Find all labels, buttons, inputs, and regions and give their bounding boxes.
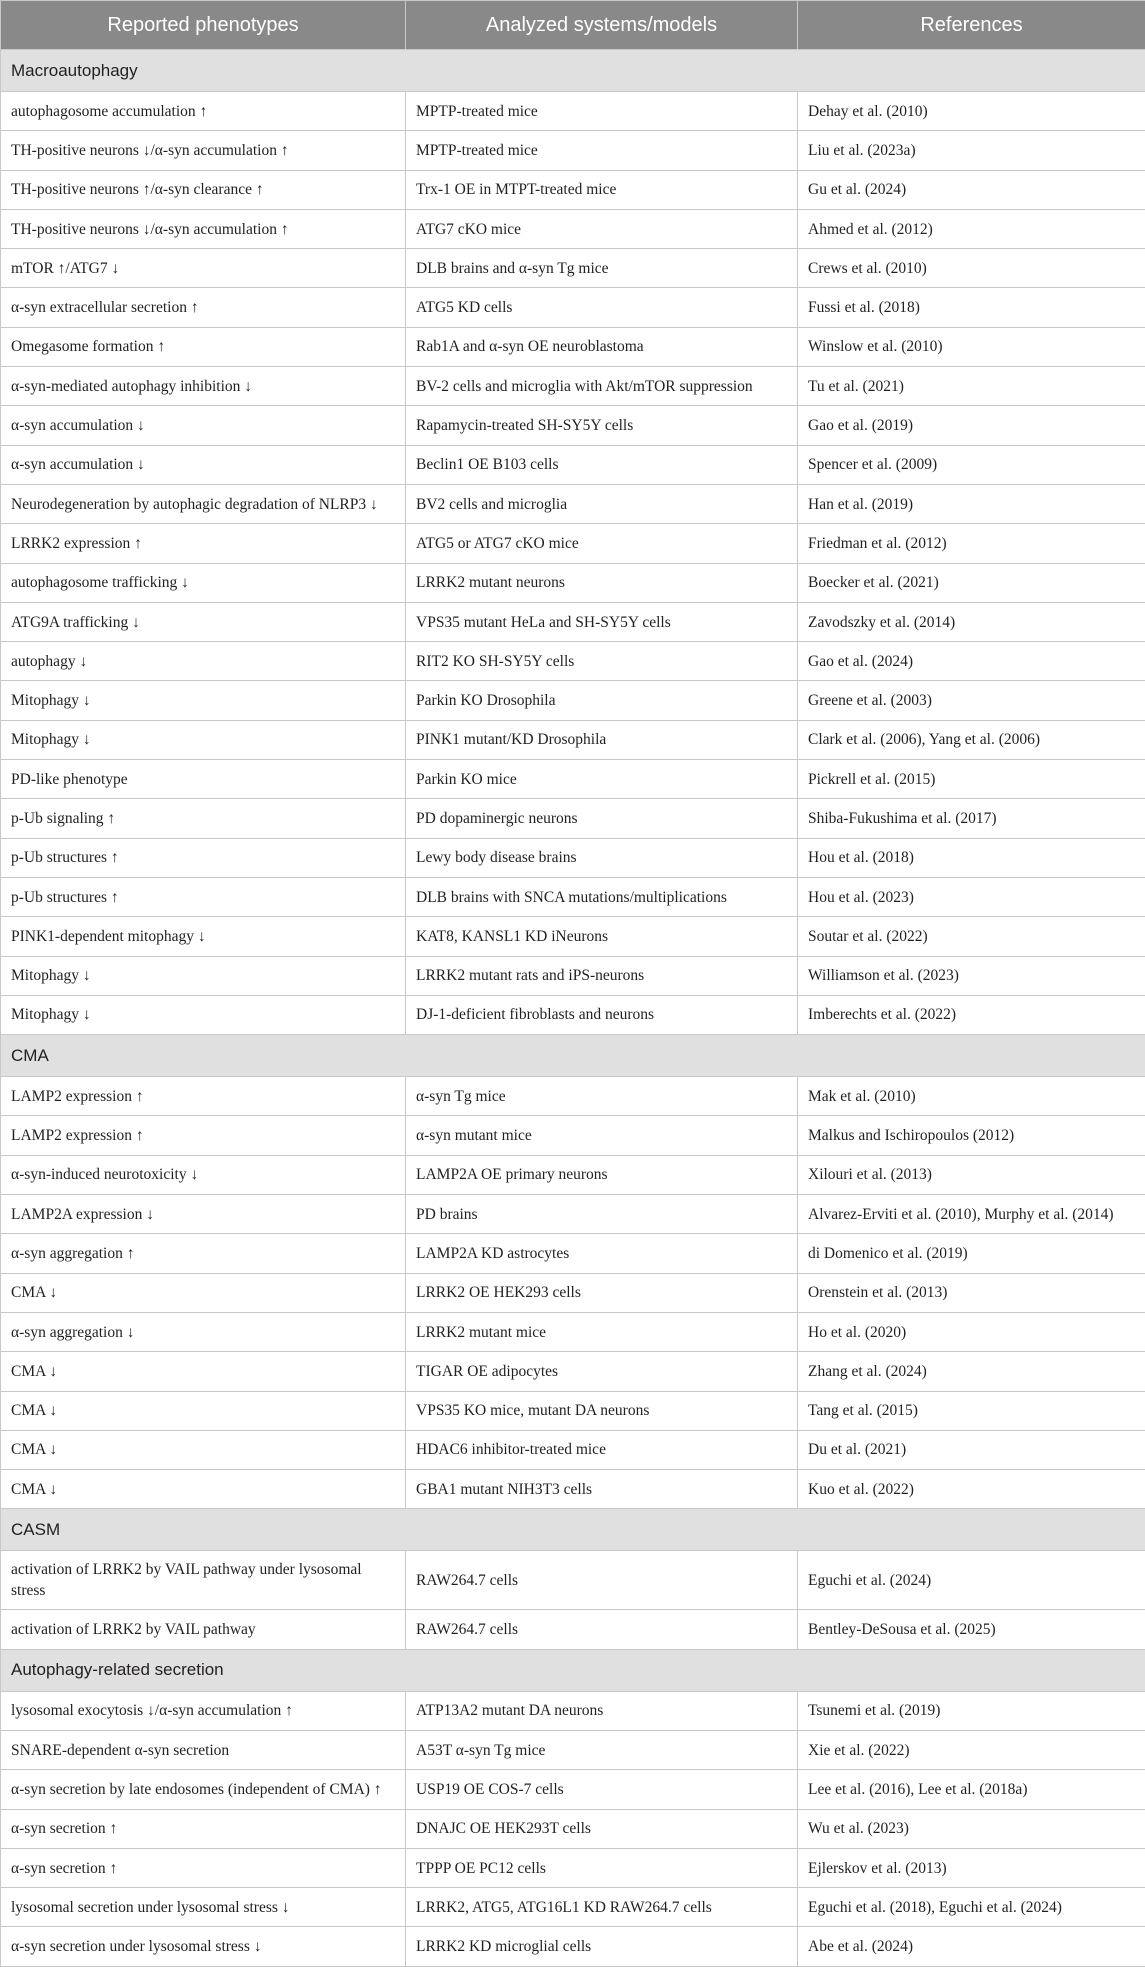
phenotype-cell: LAMP2 expression ↑	[1, 1116, 406, 1155]
table-row	[1, 445, 1145, 484]
phenotype-cell: CMA ↓	[1, 1391, 406, 1430]
phenotype-cell: Mitophagy ↓	[1, 681, 406, 720]
system-model-cell: BV-2 cells and microglia with Akt/mTOR suppression	[406, 367, 798, 406]
table-row	[1, 1195, 1145, 1234]
section-title: Autophagy-related secretion	[1, 1649, 1145, 1691]
table-row	[1, 1273, 1145, 1312]
reference-cell: Ahmed et al. (2012)	[798, 209, 1145, 248]
reference-cell: Hou et al. (2018)	[798, 838, 1145, 877]
system-model-cell: LRRK2, ATG5, ATG16L1 KD RAW264.7 cells	[406, 1888, 798, 1927]
phenotype-cell: CMA ↓	[1, 1430, 406, 1469]
system-model-cell: VPS35 KO mice, mutant DA neurons	[406, 1391, 798, 1430]
system-model-cell: A53T α-syn Tg mice	[406, 1730, 798, 1769]
system-model-cell: TPPP OE PC12 cells	[406, 1848, 798, 1887]
table-row	[1, 1691, 1145, 1730]
phenotype-cell: α-syn accumulation ↓	[1, 445, 406, 484]
phenotype-cell: TH-positive neurons ↓/α-syn accumulation ↑	[1, 131, 406, 170]
phenotype-cell: p-Ub structures ↑	[1, 838, 406, 877]
reference-cell: Soutar et al. (2022)	[798, 917, 1145, 956]
system-model-cell: Rab1A and α-syn OE neuroblastoma	[406, 327, 798, 366]
system-model-cell: DJ-1-deficient fibroblasts and neurons	[406, 995, 798, 1034]
table-row	[1, 642, 1145, 681]
table-row	[1, 524, 1145, 563]
table-row	[1, 406, 1145, 445]
reference-cell: Zhang et al. (2024)	[798, 1352, 1145, 1391]
table-row	[1, 92, 1145, 131]
reference-cell: Imberechts et al. (2022)	[798, 995, 1145, 1034]
reference-cell: Xilouri et al. (2013)	[798, 1155, 1145, 1194]
reference-cell: Wu et al. (2023)	[798, 1809, 1145, 1848]
reference-cell: Du et al. (2021)	[798, 1430, 1145, 1469]
reference-cell: Ho et al. (2020)	[798, 1312, 1145, 1351]
phenotype-cell: α-syn accumulation ↓	[1, 406, 406, 445]
table-row	[1, 799, 1145, 838]
table-row	[1, 1352, 1145, 1391]
reference-cell: Boecker et al. (2021)	[798, 563, 1145, 602]
phenotype-cell: SNARE-dependent α-syn secretion	[1, 1730, 406, 1769]
system-model-cell: PD dopaminergic neurons	[406, 799, 798, 838]
table-row	[1, 327, 1145, 366]
section-row	[1, 1509, 1145, 1551]
phenotype-cell: α-syn aggregation ↓	[1, 1312, 406, 1351]
phenotype-cell: autophagosome trafficking ↓	[1, 563, 406, 602]
system-model-cell: VPS35 mutant HeLa and SH-SY5Y cells	[406, 602, 798, 641]
phenotype-cell: Neurodegeneration by autophagic degradation of NLRP3 ↓	[1, 484, 406, 523]
system-model-cell: Parkin KO mice	[406, 760, 798, 799]
reference-cell: Alvarez-Erviti et al. (2010), Murphy et al. (2014)	[798, 1195, 1145, 1234]
table-row	[1, 1610, 1145, 1649]
reference-cell: Tsunemi et al. (2019)	[798, 1691, 1145, 1730]
system-model-cell: LAMP2A OE primary neurons	[406, 1155, 798, 1194]
table-row	[1, 760, 1145, 799]
table-row	[1, 1234, 1145, 1273]
system-model-cell: USP19 OE COS-7 cells	[406, 1770, 798, 1809]
system-model-cell: ATP13A2 mutant DA neurons	[406, 1691, 798, 1730]
reference-cell: Greene et al. (2003)	[798, 681, 1145, 720]
phenotype-cell: α-syn secretion by late endosomes (independent of CMA) ↑	[1, 1770, 406, 1809]
phenotype-cell: LRRK2 expression ↑	[1, 524, 406, 563]
table-row	[1, 1116, 1145, 1155]
phenotype-cell: p-Ub structures ↑	[1, 877, 406, 916]
table-row	[1, 1927, 1145, 1966]
phenotype-cell: PD-like phenotype	[1, 760, 406, 799]
reference-cell: Han et al. (2019)	[798, 484, 1145, 523]
system-model-cell: Lewy body disease brains	[406, 838, 798, 877]
section-row	[1, 50, 1145, 92]
phenotype-cell: LAMP2 expression ↑	[1, 1077, 406, 1116]
table-row	[1, 249, 1145, 288]
system-model-cell: RAW264.7 cells	[406, 1610, 798, 1649]
header-references: References	[798, 1, 1145, 50]
phenotype-cell: α-syn-mediated autophagy inhibition ↓	[1, 367, 406, 406]
section-row	[1, 1649, 1145, 1691]
phenotype-cell: α-syn extracellular secretion ↑	[1, 288, 406, 327]
system-model-cell: TIGAR OE adipocytes	[406, 1352, 798, 1391]
phenotype-cell: CMA ↓	[1, 1352, 406, 1391]
system-model-cell: MPTP-treated mice	[406, 131, 798, 170]
table-row	[1, 1391, 1145, 1430]
phenotype-cell: Omegasome formation ↑	[1, 327, 406, 366]
table-row	[1, 563, 1145, 602]
reference-cell: Crews et al. (2010)	[798, 249, 1145, 288]
system-model-cell: HDAC6 inhibitor-treated mice	[406, 1430, 798, 1469]
reference-cell: Kuo et al. (2022)	[798, 1470, 1145, 1509]
reference-cell: Malkus and Ischiropoulos (2012)	[798, 1116, 1145, 1155]
table-row	[1, 484, 1145, 523]
phenotype-cell: CMA ↓	[1, 1273, 406, 1312]
system-model-cell: LAMP2A KD astrocytes	[406, 1234, 798, 1273]
phenotype-cell: TH-positive neurons ↑/α-syn clearance ↑	[1, 170, 406, 209]
table-row	[1, 1551, 1145, 1610]
reference-cell: Zavodszky et al. (2014)	[798, 602, 1145, 641]
system-model-cell: MPTP-treated mice	[406, 92, 798, 131]
system-model-cell: Rapamycin-treated SH-SY5Y cells	[406, 406, 798, 445]
reference-cell: Liu et al. (2023a)	[798, 131, 1145, 170]
reference-cell: Fussi et al. (2018)	[798, 288, 1145, 327]
system-model-cell: LRRK2 mutant mice	[406, 1312, 798, 1351]
reference-cell: Gao et al. (2024)	[798, 642, 1145, 681]
table-row	[1, 1470, 1145, 1509]
section-title: CMA	[1, 1035, 1145, 1077]
reference-cell: Bentley-DeSousa et al. (2025)	[798, 1610, 1145, 1649]
system-model-cell: Parkin KO Drosophila	[406, 681, 798, 720]
table-row	[1, 170, 1145, 209]
reference-cell: Abe et al. (2024)	[798, 1927, 1145, 1966]
reference-cell: Lee et al. (2016), Lee et al. (2018a)	[798, 1770, 1145, 1809]
reference-cell: Spencer et al. (2009)	[798, 445, 1145, 484]
table-row	[1, 1312, 1145, 1351]
table-row	[1, 877, 1145, 916]
system-model-cell: LRRK2 mutant rats and iPS-neurons	[406, 956, 798, 995]
reference-cell: Winslow et al. (2010)	[798, 327, 1145, 366]
table-row	[1, 1809, 1145, 1848]
reference-cell: Tang et al. (2015)	[798, 1391, 1145, 1430]
system-model-cell: LRRK2 KD microglial cells	[406, 1927, 798, 1966]
phenotype-cell: lysosomal exocytosis ↓/α-syn accumulation ↑	[1, 1691, 406, 1730]
phenotype-cell: Mitophagy ↓	[1, 956, 406, 995]
system-model-cell: RAW264.7 cells	[406, 1551, 798, 1610]
phenotype-cell: ATG9A trafficking ↓	[1, 602, 406, 641]
table-row	[1, 838, 1145, 877]
reference-cell: Ejlerskov et al. (2013)	[798, 1848, 1145, 1887]
phenotype-cell: activation of LRRK2 by VAIL pathway	[1, 1610, 406, 1649]
table-row	[1, 1077, 1145, 1116]
table-row	[1, 131, 1145, 170]
table-row	[1, 995, 1145, 1034]
table-row	[1, 602, 1145, 641]
phenotype-cell: lysosomal secretion under lysosomal stress ↓	[1, 1888, 406, 1927]
system-model-cell: RIT2 KO SH-SY5Y cells	[406, 642, 798, 681]
section-title: Macroautophagy	[1, 50, 1145, 92]
table-row	[1, 720, 1145, 759]
reference-cell: Xie et al. (2022)	[798, 1730, 1145, 1769]
phenotype-cell: PINK1-dependent mitophagy ↓	[1, 917, 406, 956]
system-model-cell: ATG5 or ATG7 cKO mice	[406, 524, 798, 563]
table-row	[1, 917, 1145, 956]
phenotype-cell: autophagy ↓	[1, 642, 406, 681]
reference-cell: Shiba-Fukushima et al. (2017)	[798, 799, 1145, 838]
reference-cell: Pickrell et al. (2015)	[798, 760, 1145, 799]
phenotype-cell: α-syn secretion ↑	[1, 1809, 406, 1848]
reference-cell: di Domenico et al. (2019)	[798, 1234, 1145, 1273]
phenotype-cell: mTOR ↑/ATG7 ↓	[1, 249, 406, 288]
reference-cell: Orenstein et al. (2013)	[798, 1273, 1145, 1312]
phenotype-cell: α-syn aggregation ↑	[1, 1234, 406, 1273]
reference-cell: Dehay et al. (2010)	[798, 92, 1145, 131]
reference-cell: Eguchi et al. (2024)	[798, 1551, 1145, 1610]
table-row	[1, 1155, 1145, 1194]
system-model-cell: Trx-1 OE in MTPT-treated mice	[406, 170, 798, 209]
phenotype-cell: autophagosome accumulation ↑	[1, 92, 406, 131]
system-model-cell: PINK1 mutant/KD Drosophila	[406, 720, 798, 759]
header-systems-models: Analyzed systems/models	[406, 1, 798, 50]
table-row	[1, 1430, 1145, 1469]
reference-cell: Clark et al. (2006), Yang et al. (2006)	[798, 720, 1145, 759]
reference-cell: Mak et al. (2010)	[798, 1077, 1145, 1116]
table-row	[1, 1888, 1145, 1927]
phenotype-cell: CMA ↓	[1, 1470, 406, 1509]
system-model-cell: PD brains	[406, 1195, 798, 1234]
system-model-cell: Beclin1 OE B103 cells	[406, 445, 798, 484]
system-model-cell: GBA1 mutant NIH3T3 cells	[406, 1470, 798, 1509]
phenotype-cell: LAMP2A expression ↓	[1, 1195, 406, 1234]
system-model-cell: ATG5 KD cells	[406, 288, 798, 327]
table-body	[1, 50, 1145, 1967]
table-row	[1, 1848, 1145, 1887]
table-row	[1, 956, 1145, 995]
table-row	[1, 367, 1145, 406]
reference-cell: Tu et al. (2021)	[798, 367, 1145, 406]
phenotype-cell: Mitophagy ↓	[1, 720, 406, 759]
table-row	[1, 1730, 1145, 1769]
phenotype-cell: TH-positive neurons ↓/α-syn accumulation ↑	[1, 209, 406, 248]
reference-cell: Hou et al. (2023)	[798, 877, 1145, 916]
system-model-cell: α-syn mutant mice	[406, 1116, 798, 1155]
table-row	[1, 681, 1145, 720]
system-model-cell: DLB brains with SNCA mutations/multiplications	[406, 877, 798, 916]
phenotype-cell: α-syn secretion under lysosomal stress ↓	[1, 1927, 406, 1966]
reference-cell: Williamson et al. (2023)	[798, 956, 1145, 995]
reference-cell: Gao et al. (2019)	[798, 406, 1145, 445]
phenotype-cell: p-Ub signaling ↑	[1, 799, 406, 838]
section-row	[1, 1035, 1145, 1077]
system-model-cell: LRRK2 OE HEK293 cells	[406, 1273, 798, 1312]
header-row	[1, 1, 1145, 50]
phenotype-cell: α-syn secretion ↑	[1, 1848, 406, 1887]
reference-cell: Gu et al. (2024)	[798, 170, 1145, 209]
system-model-cell: DNAJC OE HEK293T cells	[406, 1809, 798, 1848]
phenotype-cell: activation of LRRK2 by VAIL pathway under lysosomal stress	[1, 1551, 406, 1610]
phenotype-cell: α-syn-induced neurotoxicity ↓	[1, 1155, 406, 1194]
phenotype-cell: Mitophagy ↓	[1, 995, 406, 1034]
header-phenotypes: Reported phenotypes	[1, 1, 406, 50]
system-model-cell: KAT8, KANSL1 KD iNeurons	[406, 917, 798, 956]
system-model-cell: ATG7 cKO mice	[406, 209, 798, 248]
system-model-cell: LRRK2 mutant neurons	[406, 563, 798, 602]
system-model-cell: DLB brains and α-syn Tg mice	[406, 249, 798, 288]
table-row	[1, 1770, 1145, 1809]
system-model-cell: BV2 cells and microglia	[406, 484, 798, 523]
reference-cell: Eguchi et al. (2018), Eguchi et al. (2024)	[798, 1888, 1145, 1927]
table-row	[1, 209, 1145, 248]
table-row	[1, 288, 1145, 327]
section-title: CASM	[1, 1509, 1145, 1551]
system-model-cell: α-syn Tg mice	[406, 1077, 798, 1116]
reference-cell: Friedman et al. (2012)	[798, 524, 1145, 563]
